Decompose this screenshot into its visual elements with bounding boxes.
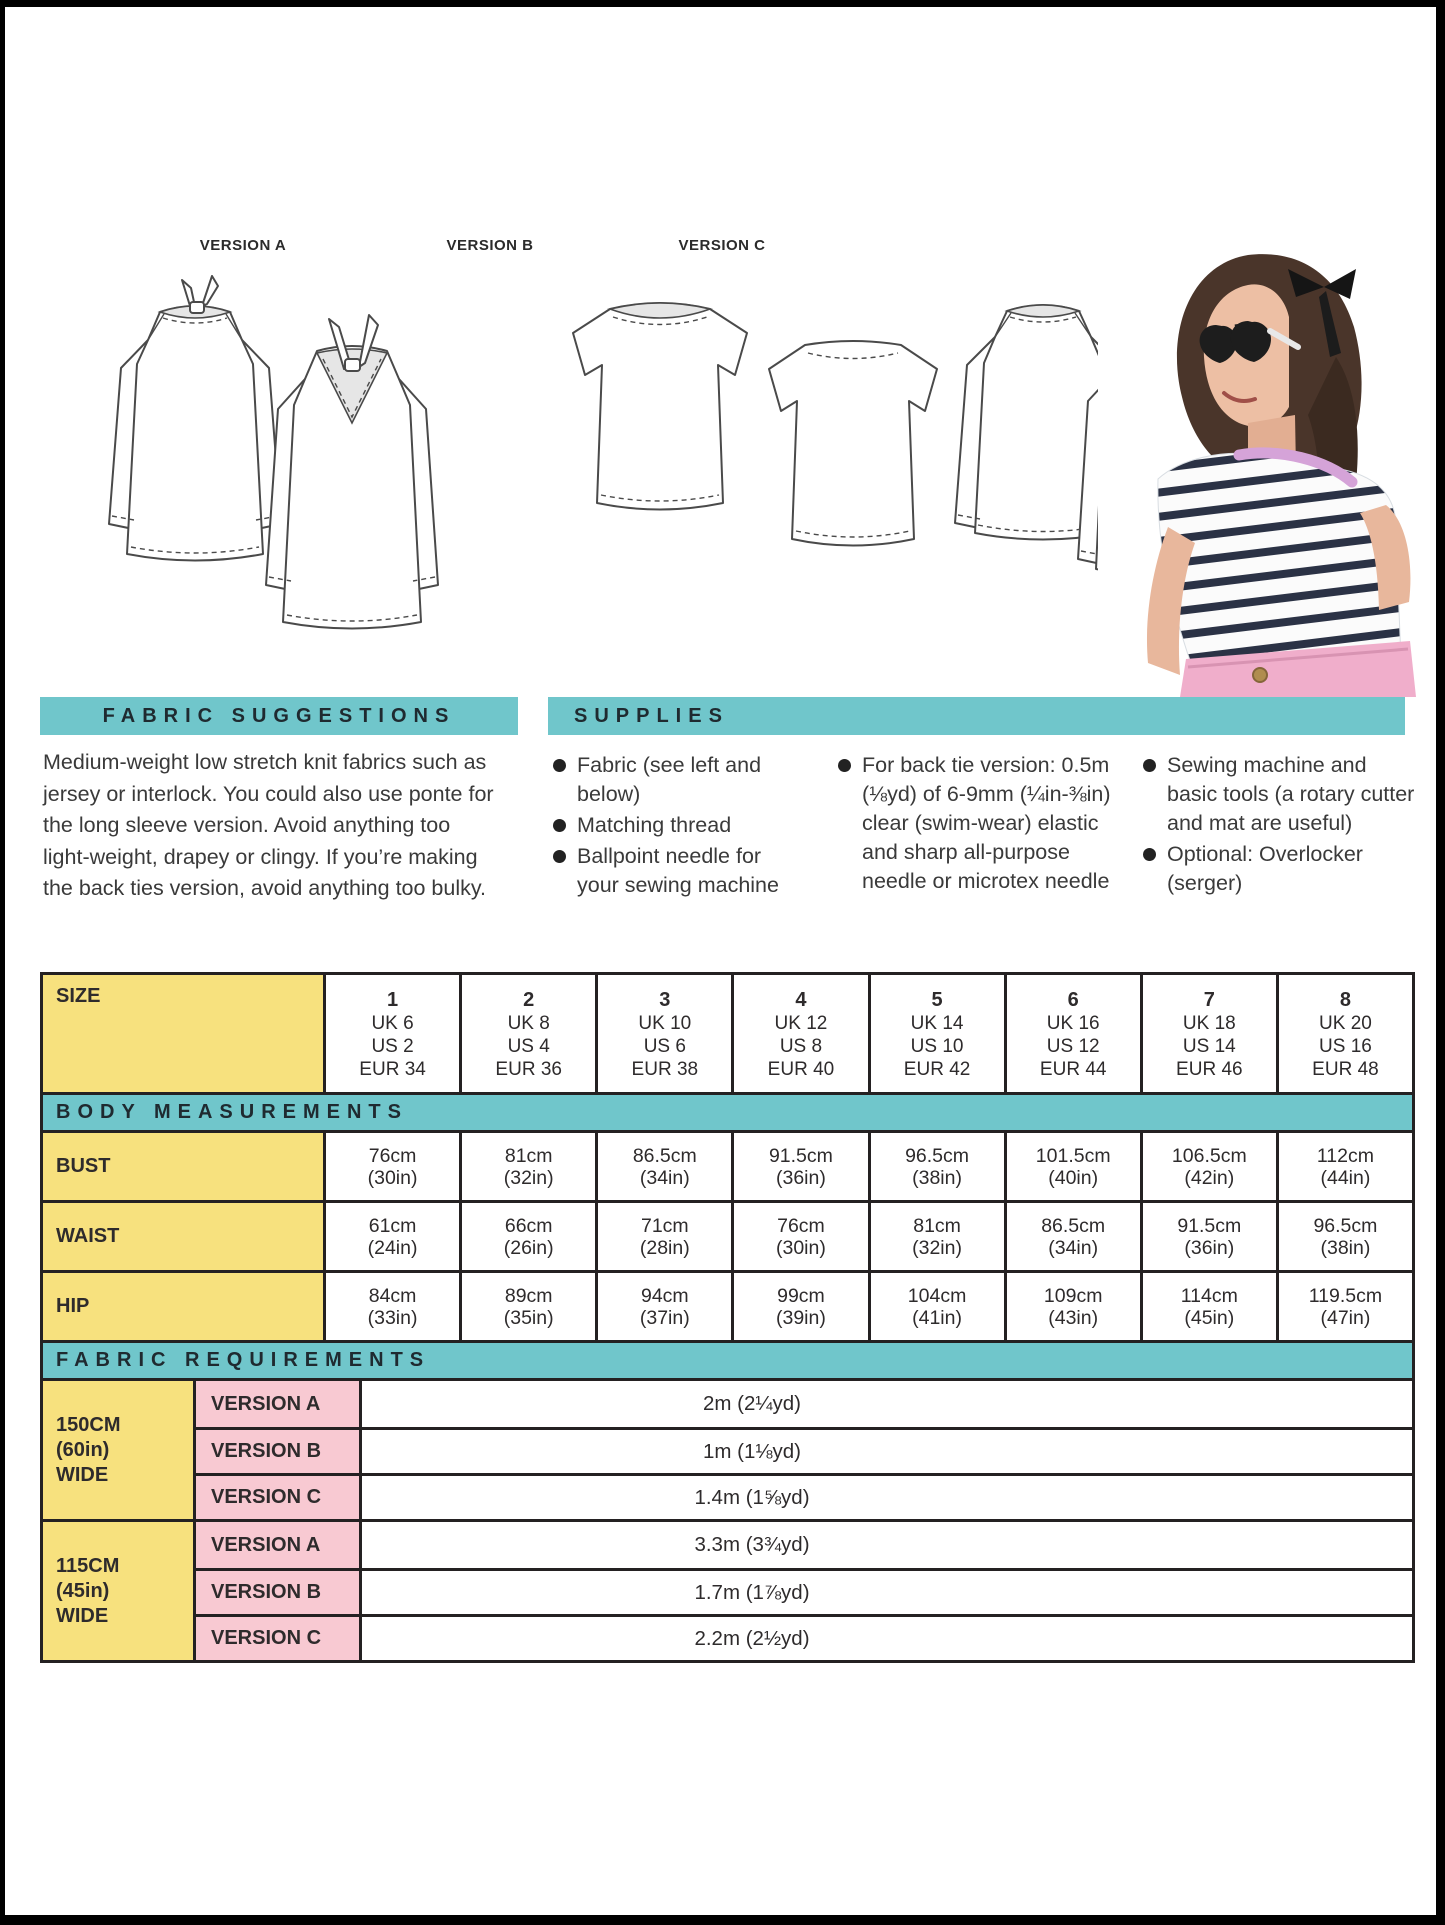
size-column-3: 3 UK 10 US 6 EUR 38 bbox=[595, 975, 731, 1092]
bullet-icon bbox=[553, 850, 566, 863]
version-b-cell: VERSION B bbox=[193, 1568, 359, 1614]
size-and-requirements-table bbox=[40, 972, 1415, 1663]
waist-label: WAIST bbox=[43, 1203, 323, 1270]
supplies-item: For back tie version: 0.5m (⅛yd) of 6-9mm (¼in-⅜in) clear (swim-wear) elastic and sharp all-purpose needle or microtex needle bbox=[838, 751, 1138, 896]
supplies-header: SUPPLIES bbox=[548, 697, 1405, 735]
version-a-back-drawing bbox=[266, 315, 438, 629]
waist-row: WAIST 61cm (24in) 66cm (26in) 71cm (28in) 76cm (30in) 81cm (32in) 86.5cm (34in) 91.5cm (36in) 96.5cm (38in) bbox=[43, 1200, 1412, 1270]
supplies-item: Ballpoint needle for your sewing machine bbox=[553, 842, 785, 900]
size-column-8: 8 UK 20 US 16 EUR 48 bbox=[1276, 975, 1412, 1092]
bullet-icon bbox=[838, 759, 851, 772]
size-column-2: 2 UK 8 US 4 EUR 36 bbox=[459, 975, 595, 1092]
model-photo bbox=[1098, 227, 1433, 697]
version-b-cell: VERSION B bbox=[193, 1427, 359, 1473]
fabric-req-group-150cm bbox=[43, 1378, 1412, 1519]
fabric-suggestions-text: Medium-weight low stretch knit fabrics such as jersey or interlock. You could also use ponte for the long sleeve version. Avoid anything too light-weight, drapey or clingy. If you’re making the back ties version, avoid anything too bulky. bbox=[43, 750, 494, 900]
version-a-yardage: 3.3m (3¾yd) bbox=[359, 1522, 1412, 1568]
bullet-icon bbox=[1143, 759, 1156, 772]
supplies-item: Matching thread bbox=[553, 811, 785, 840]
version-b-back-drawing bbox=[769, 341, 937, 546]
fabric-suggestions-header: FABRIC SUGGESTIONS bbox=[40, 697, 518, 735]
supplies-item: Fabric (see left and below) bbox=[553, 751, 785, 809]
version-c-yardage: 2.2m (2½yd) bbox=[359, 1614, 1412, 1660]
version-a-cell: VERSION A bbox=[193, 1381, 359, 1427]
fabric-req-group-115cm bbox=[43, 1519, 1412, 1660]
size-column-6: 6 UK 16 US 12 EUR 44 bbox=[1004, 975, 1140, 1092]
version-c-cell: VERSION C bbox=[193, 1614, 359, 1660]
supplies-column-3 bbox=[1143, 751, 1415, 900]
size-column-7: 7 UK 18 US 14 EUR 46 bbox=[1140, 975, 1276, 1092]
version-c-label: VERSION C bbox=[678, 237, 766, 254]
garment-line-drawings bbox=[65, 235, 1265, 705]
version-a-label: VERSION A bbox=[199, 237, 287, 254]
version-b-label: VERSION B bbox=[446, 237, 534, 254]
supplies-column-1 bbox=[553, 751, 785, 902]
version-b-yardage: 1m (1⅛yd) bbox=[359, 1427, 1412, 1473]
size-column-4: 4 UK 12 US 8 EUR 40 bbox=[731, 975, 867, 1092]
body-measurements-header: BODY MEASUREMENTS bbox=[43, 1092, 1412, 1130]
bullet-icon bbox=[1143, 848, 1156, 861]
version-b-front-drawing bbox=[573, 303, 747, 510]
version-a-yardage: 2m (2¼yd) bbox=[359, 1381, 1412, 1427]
supplies-item: Optional: Overlocker (serger) bbox=[1143, 840, 1415, 898]
size-row-label: SIZE bbox=[43, 975, 323, 1092]
bust-label: BUST bbox=[43, 1133, 323, 1200]
width-150cm-label: 150CM (60in) WIDE bbox=[43, 1381, 193, 1519]
size-column-1: 1 UK 6 US 2 EUR 34 bbox=[323, 975, 459, 1092]
version-b-yardage: 1.7m (1⅞yd) bbox=[359, 1568, 1412, 1614]
size-header-row bbox=[43, 975, 1412, 1092]
version-a-cell: VERSION A bbox=[193, 1522, 359, 1568]
supplies-item: Sewing machine and basic tools (a rotary cutter and mat are useful) bbox=[1143, 751, 1415, 838]
bullet-icon bbox=[553, 819, 566, 832]
size-column-5: 5 UK 14 US 10 EUR 42 bbox=[868, 975, 1004, 1092]
hip-label: HIP bbox=[43, 1273, 323, 1340]
version-a-front-drawing bbox=[109, 276, 281, 561]
hip-row: HIP 84cm (33in) 89cm (35in) 94cm (37in) 99cm (39in) 104cm (41in) 109cm (43in) 114cm (45in) 119.5cm (47in) bbox=[43, 1270, 1412, 1340]
version-c-yardage: 1.4m (1⅝yd) bbox=[359, 1473, 1412, 1519]
bust-row: BUST 76cm (30in) 81cm (32in) 86.5cm (34in) 91.5cm (36in) 96.5cm (38in) 101.5cm (40in) 106.5cm (42in) 112cm (44in) bbox=[43, 1130, 1412, 1200]
model-illustration bbox=[1147, 254, 1416, 697]
bullet-icon bbox=[553, 759, 566, 772]
supplies-column-2 bbox=[838, 751, 1138, 898]
fabric-requirements-header: FABRIC REQUIREMENTS bbox=[43, 1340, 1412, 1378]
width-115cm-label: 115CM (45in) WIDE bbox=[43, 1522, 193, 1660]
version-c-cell: VERSION C bbox=[193, 1473, 359, 1519]
